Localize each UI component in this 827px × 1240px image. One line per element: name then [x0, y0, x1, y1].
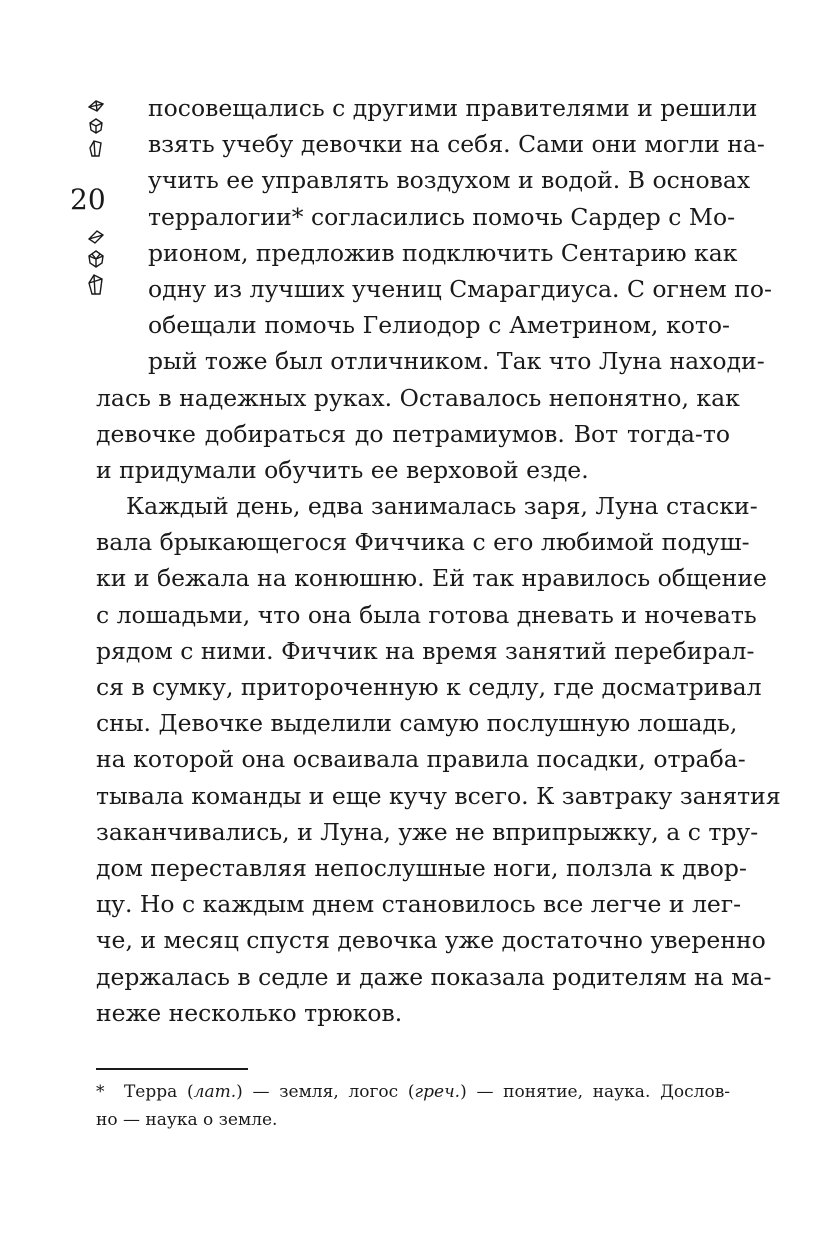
- body-line: учить ее управлять воздухом и водой. В основах: [148, 166, 751, 195]
- body-line: дом переставляя непослушные ноги, ползла к двор-: [96, 853, 747, 882]
- body-line: обещали помочь Гелиодор с Аметрином, кото-: [148, 311, 730, 340]
- body-line: терралогии* согласились помочь Сардер с Мо-: [148, 202, 736, 231]
- footnote-word: Терра: [123, 1082, 178, 1102]
- body-line: неже несколько трюков.: [96, 998, 403, 1027]
- footnote-line: * Терра (лат.) — земля, логос (греч.) — понятие, наука. Дослов-: [96, 1082, 731, 1102]
- body-line: посовещались с другими правителями и решили: [148, 94, 758, 122]
- body-line: рядом с ними. Фиччик на время занятий перебирал-: [96, 636, 755, 665]
- body-line: че, и месяц спустя девочка уже достаточно уверенно: [96, 926, 766, 955]
- body-line: рый тоже был отличником. Так что Луна находи-: [148, 347, 765, 376]
- body-line: ся в сумку, притороченную к седлу, где досматривал: [96, 673, 762, 701]
- body-line: девочке добираться до петрамиумов. Вот тогда-то: [96, 419, 730, 448]
- body-line: одну из лучших учениц Смарагдиуса. С огнем по-: [148, 274, 772, 303]
- body-line: вала брыкающегося Фиччика с его любимой подуш-: [96, 528, 750, 557]
- body-line: Каждый день, едва занималась заря, Луна стаски-: [126, 492, 758, 521]
- body-line: цу. Но с каждым днем становилось все легче и лег-: [96, 890, 742, 919]
- footnote-divider: [96, 1068, 248, 1070]
- body-line: заканчивались, и Луна, уже не вприпрыжку, а с тру-: [96, 817, 759, 846]
- body-line: лась в надежных руках. Оставалось непонятно, как: [96, 383, 740, 412]
- body-line: на которой она осваивала правила посадки, отраба-: [96, 745, 746, 774]
- footnote-language: греч.: [414, 1082, 461, 1102]
- body-line: взять учебу девочки на себя. Сами они могли на-: [148, 130, 765, 159]
- body-text: [96, 90, 781, 1031]
- footnote: [96, 1078, 730, 1134]
- body-line: тывала команды и еще кучу всего. К завтраку занятия: [96, 781, 781, 810]
- footnote-text: — земля, логос: [252, 1082, 399, 1102]
- page-number: 20: [70, 183, 106, 216]
- body-line: и придумали обучить ее верховой езде.: [96, 455, 589, 484]
- footnote-text: — понятие, наука. Дослов-: [476, 1082, 731, 1102]
- body-line: держалась в седле и даже показала родителям на ма-: [96, 962, 772, 991]
- footnote-marker: *: [96, 1082, 105, 1102]
- body-line: рионом, предложив подключить Сентарию как: [148, 238, 738, 267]
- body-line: ки и бежала на конюшню. Ей так нравилось общение: [96, 564, 767, 593]
- footnote-language: лат.: [193, 1082, 237, 1102]
- footnote-line: но — наука о земле.: [96, 1110, 278, 1130]
- body-line: с лошадьми, что она была готова дневать и ночевать: [96, 600, 757, 629]
- body-line: сны. Девочке выделили самую послушную лошадь,: [96, 709, 738, 738]
